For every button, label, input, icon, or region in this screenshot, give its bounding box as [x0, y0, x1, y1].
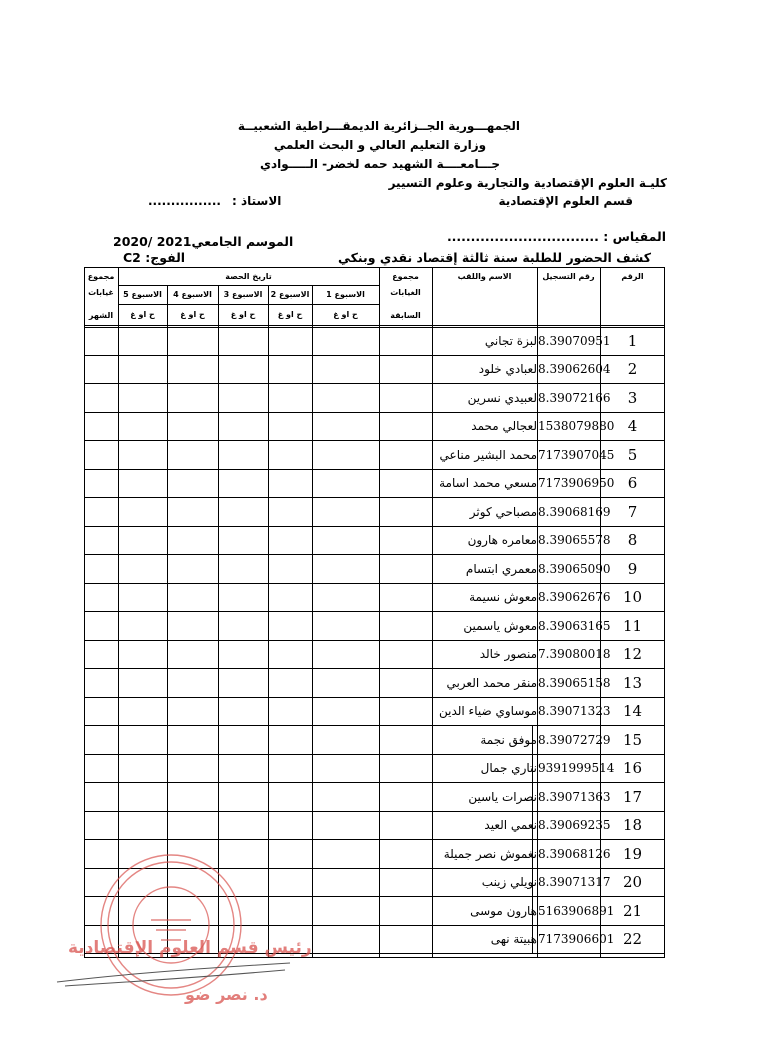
- header-month-abs-3: الشهر: [88, 310, 114, 320]
- row-name: نويلي زينب: [481, 875, 537, 890]
- row-number: 3: [627, 388, 638, 407]
- academic-season: الموسم الجامعي2021 /2020: [113, 234, 294, 249]
- header-presence-absence: ح او غ: [277, 310, 303, 319]
- row-name: معوش ياسمين: [463, 618, 537, 633]
- row-number: 7: [627, 502, 638, 521]
- header-week-2: الاسبوع 2: [270, 290, 310, 299]
- header-week-3: الاسبوع 3: [223, 290, 263, 299]
- row-number: 9: [627, 559, 638, 578]
- header-num: الرقم: [621, 271, 644, 281]
- row-number: 12: [622, 645, 643, 664]
- row-number: 2: [627, 360, 638, 379]
- row-number: 8: [627, 531, 638, 550]
- header-week-4: الاسبوع 4: [173, 290, 212, 299]
- header-department: قسم العلوم الإقتصادية: [498, 194, 633, 208]
- header-university: جـــامعــــة الشهيد حمه لخضر- الـــــوادي: [260, 157, 500, 171]
- row-number: 1: [627, 331, 638, 350]
- row-name: لعجالي محمد: [471, 419, 537, 434]
- row-name: محمد البشير مناعي: [439, 447, 537, 462]
- header-week-5: الاسبوع 5: [123, 290, 162, 299]
- row-number: 5: [627, 445, 638, 464]
- row-number: 15: [622, 730, 643, 749]
- row-number: 21: [622, 901, 643, 920]
- row-registration: 8.39071363: [538, 789, 611, 804]
- row-number: 17: [622, 787, 643, 806]
- row-registration: 8.39063165: [538, 618, 611, 633]
- row-registration: 8.39062604: [538, 362, 611, 377]
- header-presence-absence: ح او غ: [130, 310, 155, 319]
- row-number: 14: [622, 702, 643, 721]
- header-presence-absence: ح او غ: [180, 310, 205, 319]
- row-registration: 7.39080018: [538, 647, 611, 662]
- row-registration: 8.39065158: [538, 675, 611, 690]
- row-name: مصباحي كوثر: [469, 504, 537, 519]
- header-session-date: تاريخ الحصة: [225, 271, 272, 281]
- stamp-text: رئيس قسم العلوم الإقتصادية: [68, 938, 312, 958]
- row-name: منقر محمد العربي: [446, 675, 537, 690]
- header-reg: رقم التسجيل: [542, 271, 595, 281]
- row-registration: 9391999514: [538, 761, 615, 776]
- signature-stroke-icon: [55, 960, 295, 990]
- row-number: 4: [627, 417, 638, 436]
- row-name: نتاري جمال: [480, 761, 537, 776]
- row-number: 19: [622, 844, 643, 863]
- row-name: لعبادي خلود: [478, 362, 537, 377]
- row-registration: 7173907045: [538, 447, 615, 462]
- row-number: 13: [622, 673, 643, 692]
- header-presence-absence: ح او غ: [230, 310, 256, 319]
- row-registration: 8.39072166: [538, 390, 611, 405]
- row-name: معامره هارون: [467, 533, 537, 548]
- row-number: 11: [622, 616, 643, 635]
- module-label: المقياس : ................................: [446, 229, 666, 244]
- row-registration: 8.39062676: [538, 590, 611, 605]
- row-name: هارون موسى: [470, 903, 537, 918]
- header-republic: الجمهـــورية الجــزائرية الديمقـــراطية الشعبيــة: [237, 119, 520, 133]
- row-registration: 8.39068126: [538, 846, 611, 861]
- header-professor-label: الاستاذ :: [232, 194, 282, 208]
- row-name: نغموش نصر جميلة: [443, 846, 537, 861]
- row-name: مسعي محمد اسامة: [439, 476, 537, 491]
- row-registration: 1538079880: [538, 419, 615, 434]
- signature-name: د. نصر ضو: [185, 985, 268, 1004]
- row-number: 10: [622, 588, 643, 607]
- header-ministry: وزارة التعليم العالي و البحث العلمي: [273, 138, 487, 152]
- header-professor-dots: ................: [148, 194, 221, 208]
- row-name: لعبيدي نسرين: [467, 390, 537, 405]
- row-registration: 7173906950: [538, 476, 615, 491]
- row-registration: 8.39070951: [538, 333, 611, 348]
- row-registration: 5163906891: [538, 903, 615, 918]
- row-name: لبزة تجاني: [484, 333, 537, 348]
- row-name: نعمي العيد: [484, 818, 537, 833]
- row-name: موفق نجمة: [480, 732, 537, 747]
- row-name: نصرات ياسين: [468, 789, 537, 804]
- group-label: الفوج: C2: [123, 250, 186, 265]
- header-prev-abs-1: مجموع: [392, 271, 419, 281]
- row-number: 20: [622, 873, 643, 892]
- row-registration: 8.39068169: [538, 504, 611, 519]
- header-faculty: كليـة العلوم الإقتصادية والتجارية وعلوم التسيير: [388, 176, 667, 190]
- row-registration: 8.39071323: [538, 704, 611, 719]
- row-number: 22: [622, 930, 643, 949]
- row-registration: 8.39069235: [538, 818, 611, 833]
- row-number: 16: [622, 759, 643, 778]
- row-registration: 8.39072729: [538, 732, 611, 747]
- row-name: هبيتة نهى: [490, 932, 537, 947]
- sheet-title: كشف الحضور للطلبة سنة ثالثة إقتصاد نقدي وبنكي: [338, 250, 652, 265]
- row-name: منصور خالد: [479, 647, 537, 662]
- row-name: معمري ابتسام: [465, 561, 537, 576]
- row-registration: 7173906601: [538, 932, 615, 947]
- row-number: 18: [622, 816, 643, 835]
- row-registration: 8.39065090: [538, 561, 611, 576]
- header-month-abs-1: مجموع: [87, 271, 115, 281]
- row-registration: 8.39065578: [538, 533, 611, 548]
- header-prev-abs-2: الغيابات: [390, 287, 421, 297]
- row-name: معوش نسيمة: [469, 590, 537, 605]
- row-number: 6: [627, 474, 638, 493]
- header-prev-abs-3: السابقة: [390, 310, 421, 320]
- header-week-1: الاسبوع 1: [326, 290, 365, 299]
- row-name: موساوي ضياء الدين: [438, 704, 537, 719]
- header-name: الاسم واللقب: [457, 271, 512, 281]
- header-month-abs-2: غيابات: [88, 287, 114, 297]
- row-registration: 8.39071317: [538, 875, 611, 890]
- header-presence-absence: ح او غ: [333, 310, 358, 319]
